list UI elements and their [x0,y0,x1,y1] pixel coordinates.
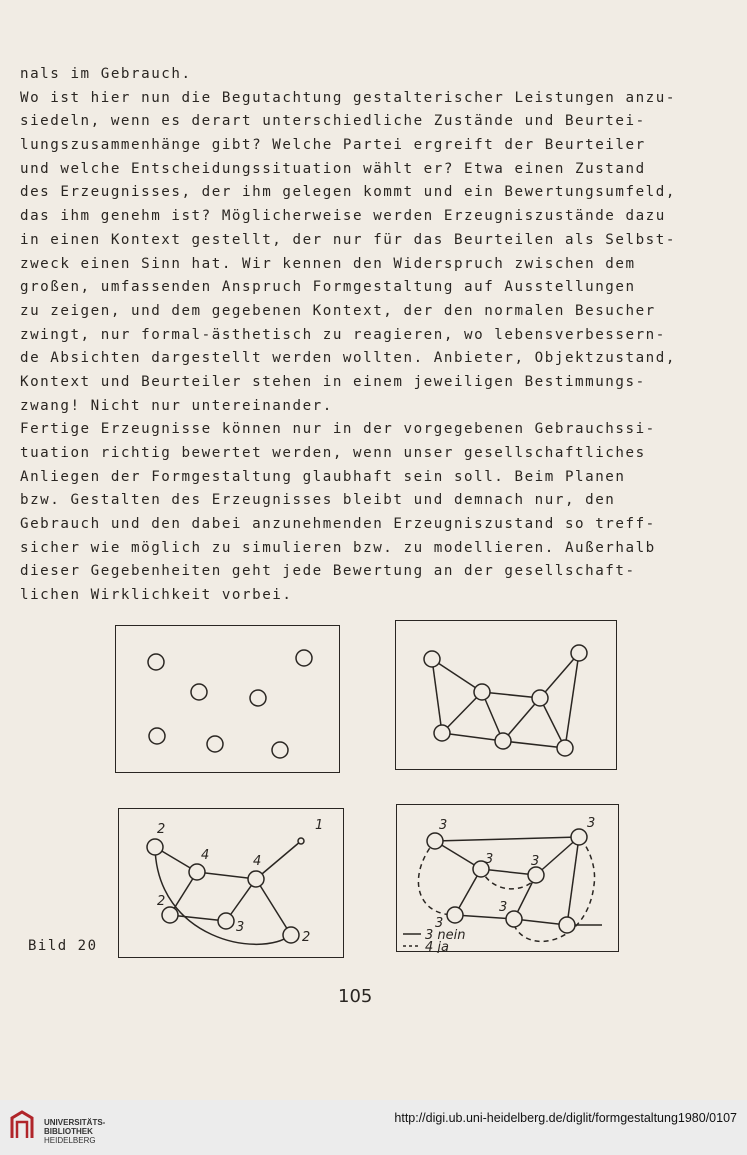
degree-label: 3 [531,854,540,869]
degree-label: 4 [201,848,210,863]
graph-node [528,867,544,883]
graph-node [427,833,443,849]
text-line: Wo ist hier nun die Begutachtung gestalterischer Leistungen anzu- [20,89,676,106]
degree-label: 3 [499,900,508,915]
graph-node [250,690,266,706]
graph-node [424,651,440,667]
figure-legend-network [396,804,619,952]
graph-node [571,645,587,661]
permalink-url[interactable]: http://digi.ub.uni-heidelberg.de/diglit/formgestaltung1980/0107 [394,1111,737,1125]
graph-node [298,838,304,844]
text-line: lichen Wirklichkeit vorbei. [20,587,293,604]
graph-node [218,913,234,929]
text-line: tuation richtig bewertet werden, wenn unser gesellschaftliches [20,445,646,461]
text-line: zweck einen Sinn hat. Wir kennen den Widerspruch zwischen dem [20,255,636,272]
text-line: nals im Gebrauch. [20,66,192,82]
text-line: zu zeigen, und dem gegebenen Kontext, der den normalen Besucher [20,302,656,319]
graph-legend [397,805,620,953]
graph-node [272,742,288,758]
text-line: zwingt, nur formal-ästhetisch zu reagieren, wo lebensverbessern- [20,326,666,343]
graph-node [557,740,573,756]
text-line: Kontext und Beurteiler stehen in einem jeweiligen Bestimmungs- [20,373,646,390]
graph-node [147,839,163,855]
figure-isolated-nodes [115,625,340,773]
graph-node [434,725,450,741]
figure-degree-graph [118,808,344,958]
graph-node [559,917,575,933]
library-emblem-icon [8,1108,36,1144]
degree-label: 3 [439,818,448,833]
graph-node [495,733,511,749]
degree-label: 3 [587,816,596,831]
degree-label: 2 [302,930,311,945]
library-logo[interactable] [8,1108,128,1148]
legend-solid-label: 3 nein [425,928,466,943]
graph-node [283,927,299,943]
text-line: dieser Gegebenheiten geht jede Bewertung an der gesellschaft- [20,563,636,580]
degree-label: 2 [157,894,166,909]
graph-node [148,654,164,670]
text-line: in einen Kontext gestellt, der nur für das Beurteilen als Selbst- [20,231,676,248]
text-line: des Erzeugnisses, der ihm gelegen kommt und ein Bewertungsumfeld, [20,184,676,201]
legend-dashed-label: 4 ja [425,940,449,953]
degree-label: 3 [485,852,494,867]
library-name-line: BIBLIOTHEK [44,1127,93,1136]
text-line: das ihm genehm ist? Möglicherweise werden Erzeugniszustände dazu [20,208,666,225]
graph-node [296,650,312,666]
text-line: zwang! Nicht nur untereinander. [20,397,333,414]
text-line: de Absichten dargestellt werden wollten. Anbieter, Objektzustand, [20,350,676,367]
library-name-line: UNIVERSITÄTS- [44,1118,106,1127]
graph-node [248,871,264,887]
text-line: sicher wie möglich zu simulieren bzw. zu modellieren. Außerhalb [20,539,656,556]
graph-node [149,728,165,744]
graph-node [532,690,548,706]
graph-degrees [119,809,345,959]
graph-node [162,907,178,923]
text-line: lungszusammenhänge gibt? Welche Partei ergreift der Beurteiler [20,137,646,154]
degree-label: 3 [236,920,245,935]
text-line: und welche Entscheidungssituation wählt er? Etwa einen Zustand [20,160,646,177]
graph-connected [396,621,618,771]
library-name-line: HEIDELBERG [44,1136,96,1145]
page-number: 105 [338,986,373,1007]
text-line: Anliegen der Formgestaltung glaubhaft sein soll. Beim Planen [20,468,626,485]
graph-node [506,911,522,927]
graph-isolated [116,626,341,774]
text-line: großen, umfassenden Anspruch Formgestaltung auf Ausstellungen [20,279,636,296]
text-line: siedeln, wenn es derart unterschiedliche Zustände und Beurtei- [20,113,646,130]
degree-label: 1 [315,818,324,833]
graph-node [207,736,223,752]
graph-node [189,864,205,880]
figure-caption: Bild 20 [28,938,98,954]
text-line: Fertige Erzeugnisse können nur in der vorgegebenen Gebrauchssi- [20,421,656,438]
degree-label: 3 [435,916,444,931]
graph-node [447,907,463,923]
library-name [44,1118,105,1145]
text-line: Gebrauch und den dabei anzunehmenden Erzeugniszustand so treff- [20,516,656,533]
library-footer [0,1100,747,1155]
text-line: bzw. Gestalten des Erzeugnisses bleibt und demnach nur, den [20,492,616,509]
degree-label: 2 [157,822,166,837]
graph-node [191,684,207,700]
graph-node [474,684,490,700]
degree-label: 4 [253,854,262,869]
graph-node [571,829,587,845]
figure-connected-network [395,620,617,770]
body-text [20,63,676,608]
